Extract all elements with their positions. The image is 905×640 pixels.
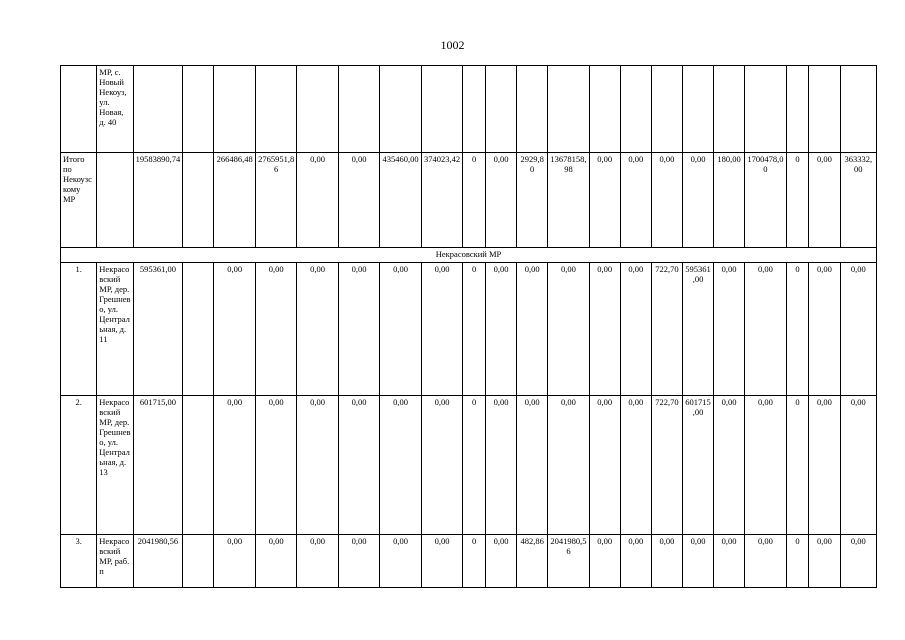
table-cell: 0,00	[380, 535, 421, 588]
table-cell: 0,00	[745, 396, 786, 535]
table-cell: 722,70	[651, 396, 682, 535]
table-cell: 0	[463, 263, 486, 396]
table-cell: 595361,00	[133, 263, 183, 396]
table-cell	[183, 396, 214, 535]
table-cell: 0,00	[255, 263, 296, 396]
table-cell: 0,00	[338, 396, 379, 535]
table-cell	[745, 66, 786, 153]
table-cell	[714, 66, 745, 153]
table-cell	[486, 66, 517, 153]
table-cell: 0,00	[809, 535, 840, 588]
table-cell: 2929,80	[517, 153, 548, 248]
table-cell: 0,00	[714, 396, 745, 535]
table-cell: 0,00	[255, 535, 296, 588]
table-cell	[809, 66, 840, 153]
table-cell: 0	[786, 535, 809, 588]
table-cell: 482,86	[517, 535, 548, 588]
table-cell: 0,00	[486, 396, 517, 535]
table-cell: 0,00	[297, 396, 338, 535]
table-cell: 0,00	[297, 153, 338, 248]
table-cell	[297, 66, 338, 153]
table-cell: 0,00	[214, 396, 255, 535]
table-cell: 0,00	[589, 263, 620, 396]
table-cell	[61, 66, 97, 153]
table-cell: 0,00	[589, 396, 620, 535]
table-cell: 0,00	[297, 263, 338, 396]
table-cell	[214, 66, 255, 153]
table-cell: 0,00	[840, 535, 876, 588]
table-cell: 0,00	[840, 396, 876, 535]
table-cell: 19583890,74	[133, 153, 183, 248]
table-cell	[517, 66, 548, 153]
table-cell	[651, 66, 682, 153]
table-cell: 0,00	[745, 535, 786, 588]
table-cell: 0,00	[486, 535, 517, 588]
table-cell: 435460,00	[380, 153, 421, 248]
table-cell	[840, 66, 876, 153]
table-cell	[463, 66, 486, 153]
table-cell	[183, 66, 214, 153]
table-cell: 0	[463, 535, 486, 588]
table-cell: 595361,00	[682, 263, 713, 396]
table-cell: 0,00	[338, 153, 379, 248]
table-cell: 0,00	[620, 396, 651, 535]
table-cell	[338, 66, 379, 153]
table-cell: 0,00	[840, 263, 876, 396]
table-cell: 0,00	[809, 263, 840, 396]
table-cell: 0,00	[380, 396, 421, 535]
table-cell: 0,00	[486, 153, 517, 248]
table-cell: 0,00	[589, 535, 620, 588]
table-row	[61, 396, 877, 535]
table-cell	[183, 263, 214, 396]
table-cell	[786, 66, 809, 153]
table-cell: 0,00	[620, 535, 651, 588]
address-cell: Некрасовский МР, дер. Грешнево, ул. Центральная, д. 11	[97, 263, 133, 396]
table-cell: 0,00	[214, 263, 255, 396]
table-cell	[589, 66, 620, 153]
table-cell: 2041980,56	[133, 535, 183, 588]
table-cell	[133, 66, 183, 153]
table-cell: 266486,48	[214, 153, 255, 248]
address-cell: МР, с. Новый Некоуз, ул. Новая, д. 40	[97, 66, 133, 153]
table-row	[61, 263, 877, 396]
table-cell: 0	[463, 153, 486, 248]
table-cell: 363332,00	[840, 153, 876, 248]
table-cell: 0,00	[517, 263, 548, 396]
table-cell: 180,00	[714, 153, 745, 248]
table-cell	[380, 66, 421, 153]
table-cell	[421, 66, 462, 153]
row-number: 1.	[61, 263, 97, 396]
table-cell: 601715,00	[133, 396, 183, 535]
table-cell: 0,00	[714, 263, 745, 396]
table-cell: 0,00	[297, 535, 338, 588]
table-cell	[620, 66, 651, 153]
table-row	[61, 535, 877, 588]
table-cell: 0,00	[421, 396, 462, 535]
table-cell: 0,00	[651, 153, 682, 248]
table-cell	[97, 153, 133, 248]
table-cell: 0,00	[651, 535, 682, 588]
table-row-total	[61, 153, 877, 248]
table-cell: 0	[463, 396, 486, 535]
table-cell: 0,00	[682, 535, 713, 588]
table-cell: 0,00	[421, 535, 462, 588]
table-cell: 0,00	[338, 263, 379, 396]
table-row-continuation	[61, 66, 877, 153]
table-cell: 0,00	[214, 535, 255, 588]
table-cell: 0,00	[517, 396, 548, 535]
table-cell: 0,00	[682, 153, 713, 248]
table-cell: 0,00	[255, 396, 296, 535]
page-number: 1002	[440, 38, 465, 52]
row-number: 2.	[61, 396, 97, 535]
table-cell: 722,70	[651, 263, 682, 396]
table-cell: 601715,00	[682, 396, 713, 535]
table-cell: 1700478,00	[745, 153, 786, 248]
table-cell	[183, 535, 214, 588]
table-cell: 0,00	[548, 263, 589, 396]
budget-table	[60, 65, 877, 588]
table-cell	[255, 66, 296, 153]
row-number: 3.	[61, 535, 97, 588]
table-cell: 13678158,98	[548, 153, 589, 248]
table-cell: 0,00	[620, 153, 651, 248]
table-cell: 0,00	[338, 535, 379, 588]
table-cell: 2765951,86	[255, 153, 296, 248]
table-cell: 0,00	[714, 535, 745, 588]
table-cell: 0,00	[620, 263, 651, 396]
address-cell: Некрасовский МР, раб. п	[97, 535, 133, 588]
table-cell: 0,00	[589, 153, 620, 248]
table-cell: 0	[786, 396, 809, 535]
table-cell	[682, 66, 713, 153]
table-cell: 0,00	[548, 396, 589, 535]
section-title: Некрасовский МР	[61, 248, 877, 263]
table-cell	[183, 153, 214, 248]
table-cell: 0,00	[745, 263, 786, 396]
table-cell: 0	[786, 153, 809, 248]
table-cell	[548, 66, 589, 153]
address-cell: Некрасовский МР, дер. Грешнево, ул. Центральная, д. 13	[97, 396, 133, 535]
table-cell: 0,00	[809, 153, 840, 248]
table-cell: 0,00	[486, 263, 517, 396]
table-cell: 0,00	[421, 263, 462, 396]
section-header-row	[61, 248, 877, 263]
table-cell: 0	[786, 263, 809, 396]
table-cell: 0,00	[809, 396, 840, 535]
table-cell: 2041980,56	[548, 535, 589, 588]
table-cell: 0,00	[380, 263, 421, 396]
total-label-cell: Итого по Некоузскому МР	[61, 153, 97, 248]
table-cell: 374023,42	[421, 153, 462, 248]
